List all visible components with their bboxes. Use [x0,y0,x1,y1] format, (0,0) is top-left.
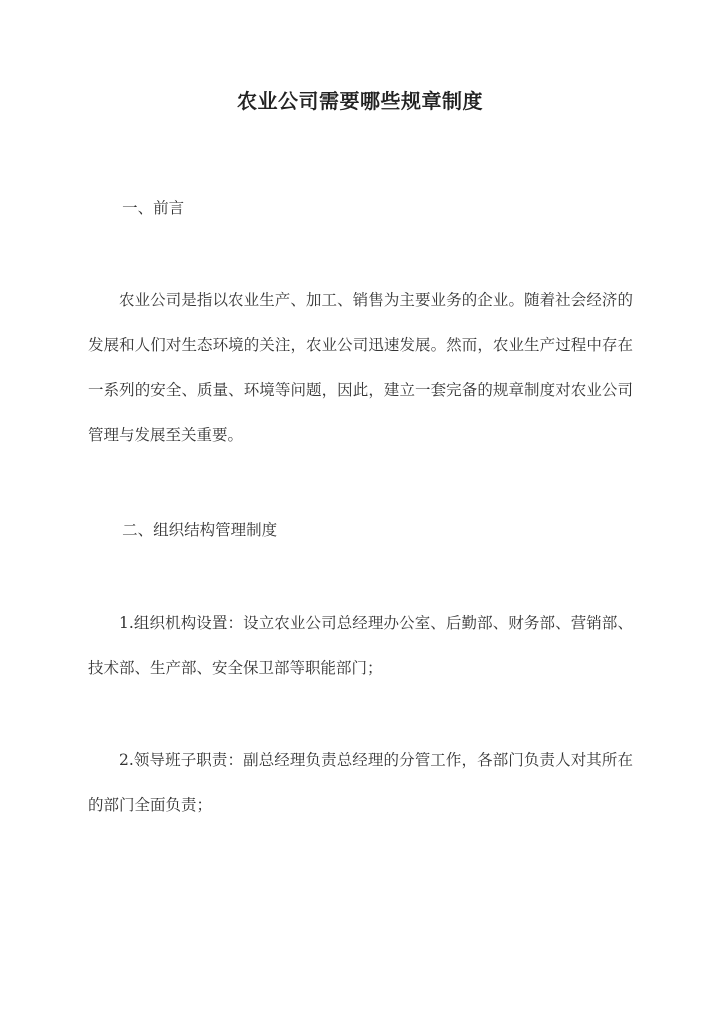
preface-paragraph: 农业公司是指以农业生产、加工、销售为主要业务的企业。随着社会经济的发展和人们对生态环境的关注，农业公司迅速发展。然而，农业生产过程中存在一系列的安全、质量、环境等问题，因此，建立一套完备的规章制度对农业公司管理与发展至关重要。 [88,291,633,444]
section-heading-preface: 一、前言 [122,199,185,217]
org-setup-paragraph: 1.组织机构设置：设立农业公司总经理办公室、后勤部、财务部、营销部、技术部、生产部、安全保卫部等职能部门； [88,614,633,677]
section-heading-organization: 二、组织结构管理制度 [122,521,278,539]
leadership-duties-paragraph: 2.领导班子职责：副总经理负责总经理的分管工作，各部门负责人对其所在的部门全面负责； [88,751,633,814]
document-title: 农业公司需要哪些规章制度 [237,89,483,113]
